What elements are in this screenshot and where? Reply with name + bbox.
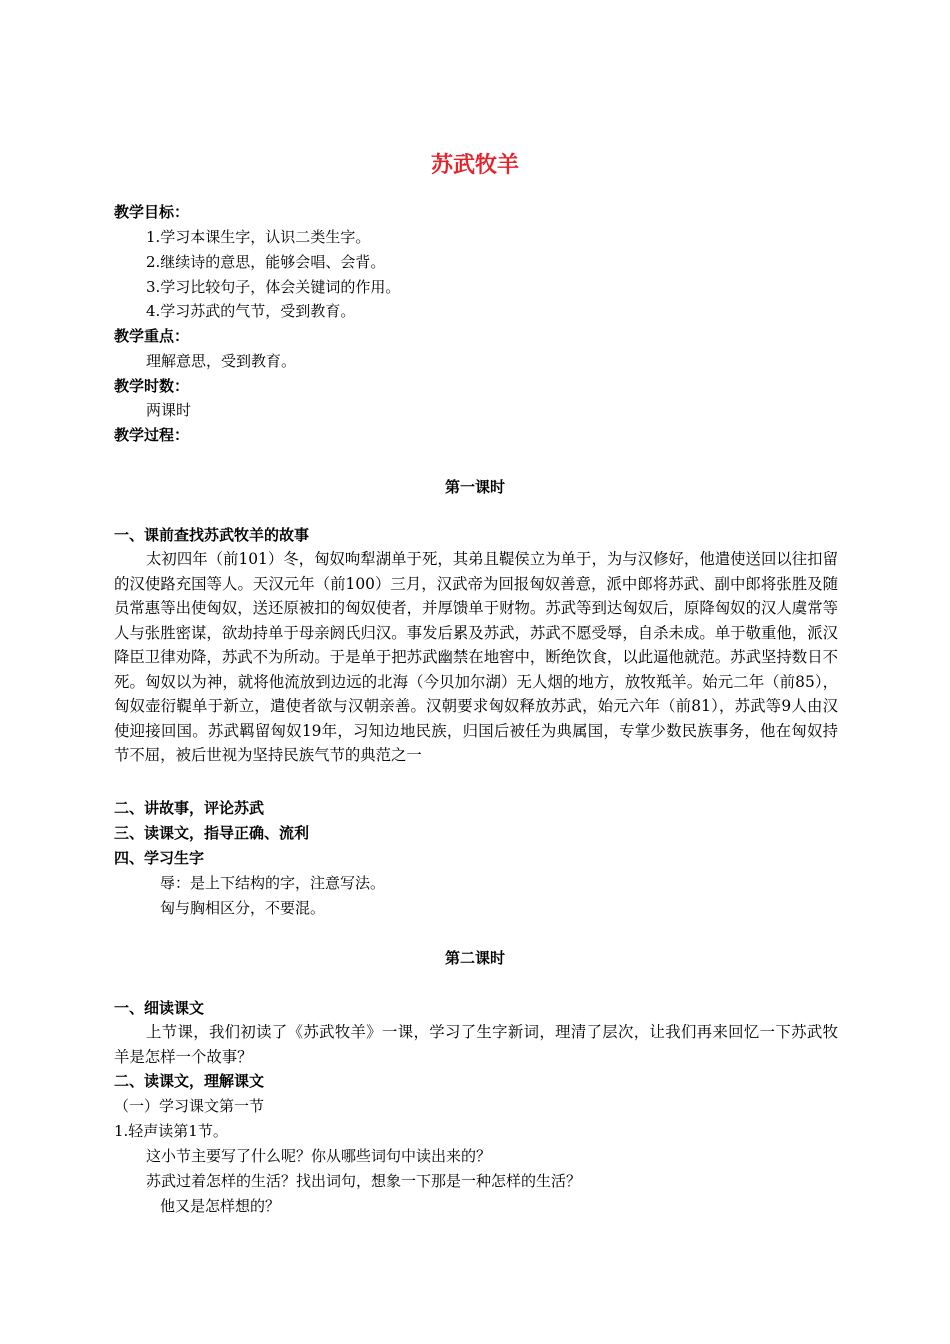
question-item: 他又是怎样想的？ [160,1197,281,1215]
lesson1-section1: 一、课前查找苏武牧羊的故事 [114,526,310,544]
objective-item: 2.继续诗的意思，能够会唱、会背。 [146,253,386,271]
char-note: 辱：是上下结构的字，注意写法。 [160,874,386,892]
story-paragraph: 太初四年（前101）冬，匈奴呴犁湖单于死，其弟且鞮侯立为单于，为与汉修好，他遣使送回以往扣留的汉使路充国等人。天汉元年（前100）三月，汉武帝为回报匈奴善意，派中郎将苏武、副中郎将张胜及随员常惠等出使匈奴，送还原被扣的匈奴使者，并厚馈单于财物。苏武等到达匈奴后，原降匈奴的汉人虞常等人与张胜密谋，欲劫持单于母亲阏氏归汉。事发后累及苏武，苏武不愿受辱，自杀未成。单于敬重他，派汉降臣卫律劝降，苏武不为所动。于是单于把苏武幽禁在地窖中，断绝饮食，以此逼他就范。苏武坚持数日不死。匈奴以为神，就将他流放到边远的北海（今贝加尔湖）无人烟的地方，放牧羝羊。始元二年（前85），匈奴壶衍鞮单于新立，遣使者欲与汉朝亲善。汉朝要求匈奴释放苏武，始元六年（前81），苏武等9人由汉使迎接回国。苏武羁留匈奴19年，习知边地民族，归国后被任为典属国，专掌少数民族事务，他在匈奴持节不屈，被后世视为坚持民族气节的典范之一 [114,550,838,764]
keypoint-heading: 教学重点： [114,327,190,345]
lesson1-section2: 二、讲故事，评论苏武 [114,799,265,817]
hours-text: 两课时 [146,401,192,419]
sub-heading: （一）学习课文第一节 [114,1097,265,1115]
objective-item: 4.学习苏武的气节，受到教育。 [146,302,356,320]
hours-heading: 教学时数： [114,377,190,395]
lesson1-section4: 四、学习生字 [114,849,205,867]
question-item: 这小节主要写了什么呢？你从哪些词句中读出来的？ [146,1147,492,1165]
process-heading: 教学过程： [114,426,190,444]
lesson2-heading: 第二课时 [444,949,505,967]
intro-paragraph: 上节课，我们初读了《苏武牧羊》一课，学习了生字新词，理清了层次，让我们再来回忆一下苏武牧羊是怎样一个故事？ [114,1023,838,1066]
char-note: 匈与胸相区分，不要混。 [160,899,326,917]
objective-item: 1.学习本课生字，认识二类生字。 [146,228,371,246]
lesson1-heading: 第一课时 [444,478,505,496]
page-title: 苏武牧羊 [430,153,519,178]
keypoint-text: 理解意思，受到教育。 [146,352,297,370]
objective-item: 3.学习比较句子，体会关键词的作用。 [146,278,401,296]
step-item: 1.轻声读第1节。 [114,1122,228,1140]
objectives-heading: 教学目标： [114,203,190,221]
question-item: 苏武过着怎样的生活？找出词句，想象一下那是一种怎样的生活？ [146,1172,582,1190]
lesson2-section2: 二、读课文，理解课文 [114,1072,265,1090]
lesson2-section1: 一、细读课文 [114,999,205,1017]
lesson1-section3: 三、读课文，指导正确、流利 [114,824,310,842]
